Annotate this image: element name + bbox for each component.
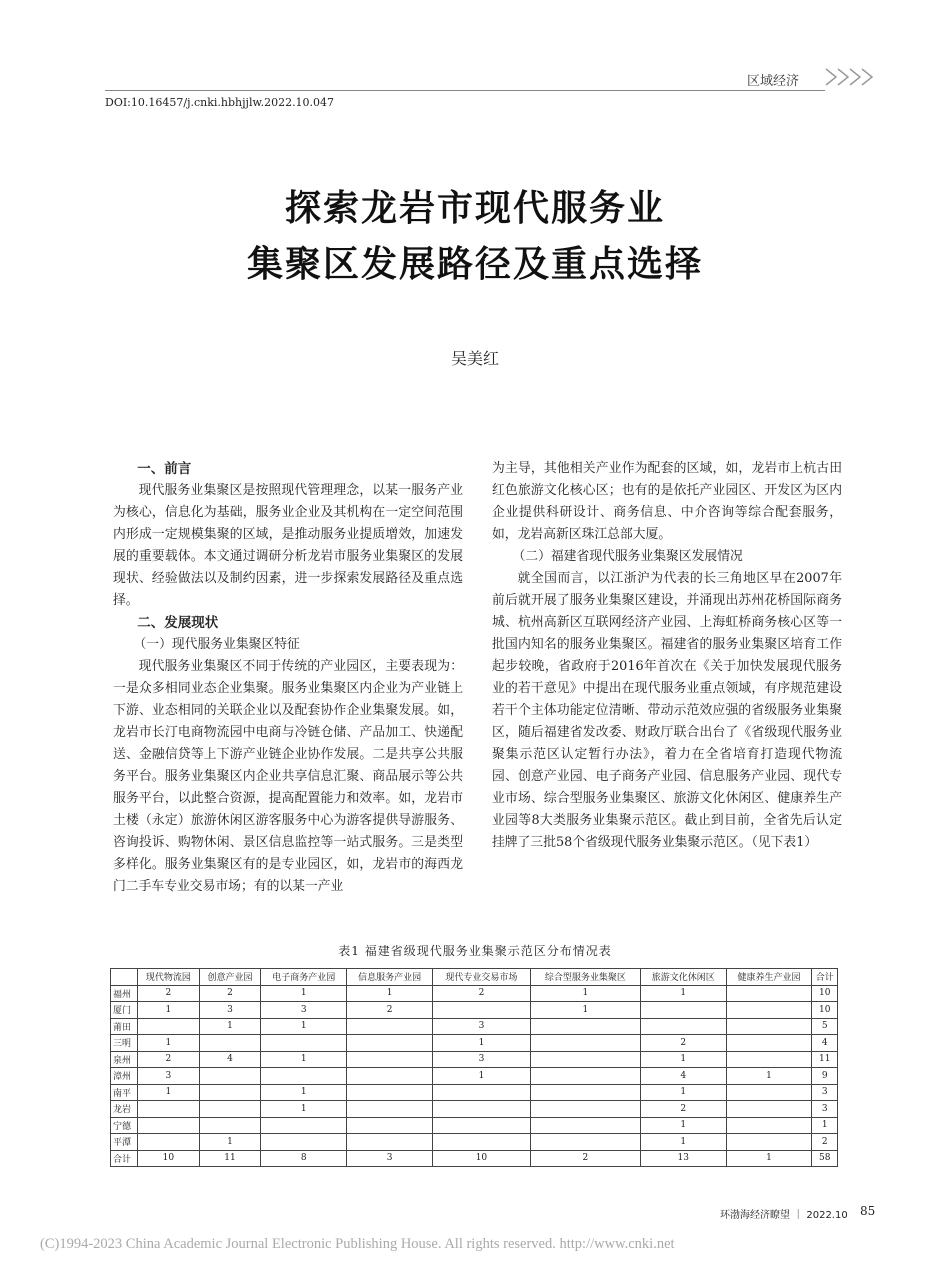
table-cell: 3 xyxy=(261,1002,347,1019)
table-row xyxy=(111,1068,838,1085)
table-cell: 1 xyxy=(138,1035,200,1052)
table-row xyxy=(111,1002,838,1019)
table-cell: 1 xyxy=(261,985,347,1002)
row-header-cell: 合计 xyxy=(111,1150,138,1167)
table-cell: 10 xyxy=(433,1150,531,1167)
header-cell: 合计 xyxy=(812,969,838,986)
table-cell: 10 xyxy=(138,1150,200,1167)
table-cell xyxy=(726,1018,812,1035)
table-cell: 1 xyxy=(433,1035,531,1052)
title-line-2: 集聚区发展路径及重点选择 xyxy=(246,244,703,285)
table-cell xyxy=(726,1084,812,1101)
table-cell xyxy=(199,1068,261,1085)
row-header-cell: 龙岩 xyxy=(111,1101,138,1118)
table-cell: 2 xyxy=(347,1002,433,1019)
table-cell xyxy=(530,1117,640,1134)
table-cell xyxy=(138,1134,200,1151)
table-cell: 8 xyxy=(261,1150,347,1167)
table-cell xyxy=(530,1084,640,1101)
row-header-cell: 南平 xyxy=(111,1084,138,1101)
left-column xyxy=(113,458,463,898)
table-row xyxy=(111,1051,838,1068)
table-cell xyxy=(347,1084,433,1101)
header-cell: 综合型服务业集聚区 xyxy=(530,969,640,986)
table-cell xyxy=(261,1134,347,1151)
table-cell: 1 xyxy=(640,1117,726,1134)
table-cell xyxy=(347,1117,433,1134)
table-cell: 1 xyxy=(261,1051,347,1068)
table-cell xyxy=(726,1002,812,1019)
table-cell: 4 xyxy=(199,1051,261,1068)
table-cell: 1 xyxy=(261,1084,347,1101)
table-header-row xyxy=(111,969,838,986)
table-cell: 11 xyxy=(812,1051,838,1068)
header-cell: 信息服务产业园 xyxy=(347,969,433,986)
table-cell xyxy=(199,1101,261,1118)
table-cell xyxy=(530,1134,640,1151)
table-cell: 3 xyxy=(347,1150,433,1167)
table-cell xyxy=(347,1134,433,1151)
table-cell xyxy=(138,1101,200,1118)
table-cell: 10 xyxy=(812,985,838,1002)
table-cell: 1 xyxy=(640,1134,726,1151)
author: 吴美红 xyxy=(450,349,499,368)
table-cell: 1 xyxy=(812,1117,838,1134)
table-cell: 1 xyxy=(347,985,433,1002)
table-cell xyxy=(530,1101,640,1118)
table-cell: 10 xyxy=(812,1002,838,1019)
table-cell xyxy=(138,1117,200,1134)
table-cell xyxy=(347,1101,433,1118)
table-cell xyxy=(199,1084,261,1101)
table-cell xyxy=(530,1035,640,1052)
row-header-cell: 宁德 xyxy=(111,1117,138,1134)
table-cell: 1 xyxy=(433,1068,531,1085)
table-cell xyxy=(261,1068,347,1085)
table-cell: 58 xyxy=(812,1150,838,1167)
table-row xyxy=(111,1101,838,1118)
table-cell xyxy=(199,1035,261,1052)
table-cell: 13 xyxy=(640,1150,726,1167)
table-cell xyxy=(199,1117,261,1134)
table-cell: 2 xyxy=(812,1134,838,1151)
table-row xyxy=(111,1084,838,1101)
table-cell: 4 xyxy=(812,1035,838,1052)
doi: DOI:10.16457/j.cnki.hbhjjlw.2022.10.047 xyxy=(105,96,335,109)
table-row xyxy=(111,1018,838,1035)
table-cell: 3 xyxy=(433,1018,531,1035)
paragraph-continued: 为主导，其他相关产业作为配套的区域，如，龙岩市上杭古田红色旅游文化核心区；也有的是依托产业园区、开发区为区内企业提供科研设计、商务信息、中介咨询等综合配套服务，如，龙岩高新区珠江总部大厦。 xyxy=(492,461,842,542)
subheading-features: （一）现代服务业集聚区特征 xyxy=(133,637,300,652)
table-cell xyxy=(530,1018,640,1035)
table-cell: 5 xyxy=(812,1018,838,1035)
table-cell: 2 xyxy=(138,985,200,1002)
table-cell: 1 xyxy=(640,1051,726,1068)
section-tag: 区域经济 xyxy=(747,74,800,89)
table-cell xyxy=(640,1018,726,1035)
header-cell: 现代物流园 xyxy=(138,969,200,986)
header-cell: 健康养生产业园 xyxy=(726,969,812,986)
table-row xyxy=(111,1134,838,1151)
row-header-cell: 三明 xyxy=(111,1035,138,1052)
right-column xyxy=(492,458,842,854)
table-cell xyxy=(726,1051,812,1068)
table-cell: 1 xyxy=(261,1018,347,1035)
table-cell: 3 xyxy=(812,1101,838,1118)
page-number: 85 xyxy=(860,1204,876,1218)
row-header-cell: 漳州 xyxy=(111,1068,138,1085)
paragraph-fujian: 就全国而言，以江浙沪为代表的长三角地区早在2007年前后就开展了服务业集聚区建设，并涌现出苏州花桥国际商务城、杭州高新区互联网经济产业园、上海虹桥商务核心区等一批国内知名的服务业集聚区。福建省的服务业集聚区培育工作起步较晚，省政府于2016年首次在《关于加快发展现代服务业的若干意见》中提出在现代服务业重点领域，有序规范建设若干个主体功能定位清晰、带动示范效应强的省级服务业集聚区，随后福建省发改委、财政厅联合出台了《省级现代服务业聚集示范区认定暂行办法》，着力在全省培育打造现代物流园、创意产业园、电子商务产业园、信息服务产业园、现代专业市场、综合型服务业集聚区、旅游文化休闲区、健康养生产业园等8大类服务业集聚示范区。截止到目前，全省先后认定挂牌了三批58个省级现代服务业集聚示范区。（见下表1） xyxy=(492,571,842,850)
table-cell: 11 xyxy=(199,1150,261,1167)
table-cell xyxy=(726,1117,812,1134)
table-cell: 1 xyxy=(138,1002,200,1019)
table-cell xyxy=(726,1134,812,1151)
table-row xyxy=(111,1035,838,1052)
table-cell: 3 xyxy=(812,1084,838,1101)
table-cell: 2 xyxy=(138,1051,200,1068)
table-cell xyxy=(347,1051,433,1068)
header-cell: 旅游文化休闲区 xyxy=(640,969,726,986)
paragraph-features: 现代服务业集聚区不同于传统的产业园区，主要表现为：一是众多相同业态企业集聚。服务业集聚区内企业为产业链上下游、业态相同的关联企业以及配套协作企业集聚发展。如，龙岩市长汀电商物流园中电商与冷链仓储、产品加工、快递配送、金融信贷等上下游产业链企业协作发展。二是共享公共服务平台。服务业集聚区内企业共享信息汇聚、商品展示等公共服务平台，以此整合资源，提高配置能力和效率。如，龙岩市土楼（永定）旅游休闲区游客服务中心为游客提供导游服务、咨询投诉、购物休闲、景区信息监控等一站式服务。三是类型多样化。服务业集聚区有的是专业园区，如，龙岩市的海西龙门二手车专业交易市场；有的以某一产业 xyxy=(113,659,463,894)
table-cell: 1 xyxy=(530,985,640,1002)
table-cell: 9 xyxy=(812,1068,838,1085)
table-cell xyxy=(433,1134,531,1151)
table-cell: 3 xyxy=(199,1002,261,1019)
row-header-cell: 泉州 xyxy=(111,1051,138,1068)
chevrons-icon xyxy=(824,66,884,88)
table-cell xyxy=(433,1084,531,1101)
table-cell: 1 xyxy=(726,1150,812,1167)
table-cell: 1 xyxy=(726,1068,812,1085)
table-cell xyxy=(433,1101,531,1118)
subheading-fujian: （二）福建省现代服务业集聚区发展情况 xyxy=(512,549,743,564)
copyright: (C)1994-2023 China Academic Journal Electronic Publishing House. All rights reserved. http://www.cnki.net xyxy=(40,1236,675,1252)
table-cell: 2 xyxy=(433,985,531,1002)
table-cell: 3 xyxy=(138,1068,200,1085)
header-cell: 创意产业园 xyxy=(199,969,261,986)
paragraph-intro: 现代服务业集聚区是按照现代管理理念，以某一服务产业为核心，信息化为基础，服务业企业及其机构在一定空间范围内形成一定规模集聚的区域，是推动服务业提质增效，加速发展的重要载体。本文通过调研分析龙岩市服务业集聚区的发展现状、经验做法以及制约因素，进一步探索发展路径及重点选择。 xyxy=(113,483,463,608)
table-cell: 1 xyxy=(261,1101,347,1118)
heading-intro: 一、前言 xyxy=(137,461,192,477)
table-cell xyxy=(726,1035,812,1052)
table-row xyxy=(111,1150,838,1167)
row-header-cell: 厦门 xyxy=(111,1002,138,1019)
table-title: 表1 福建省级现代服务业集聚示范区分布情况表 xyxy=(338,944,612,958)
row-header-cell: 莆田 xyxy=(111,1018,138,1035)
table-cell xyxy=(433,1002,531,1019)
table-cell xyxy=(530,1051,640,1068)
table-cell xyxy=(261,1035,347,1052)
header-cell: 电子商务产业园 xyxy=(261,969,347,986)
distribution-table xyxy=(110,968,838,1167)
row-header-cell: 平潭 xyxy=(111,1134,138,1151)
header-rule xyxy=(105,90,825,91)
table-cell: 2 xyxy=(640,1035,726,1052)
table-cell xyxy=(261,1117,347,1134)
row-header-cell: 福州 xyxy=(111,985,138,1002)
header-cell xyxy=(111,969,138,986)
table-cell: 1 xyxy=(640,1084,726,1101)
table-cell xyxy=(347,1018,433,1035)
table-cell: 4 xyxy=(640,1068,726,1085)
table-cell xyxy=(347,1068,433,1085)
table-cell xyxy=(433,1117,531,1134)
table-cell: 1 xyxy=(199,1018,261,1035)
table-cell xyxy=(726,985,812,1002)
table-cell xyxy=(640,1002,726,1019)
table-cell xyxy=(138,1018,200,1035)
table-cell: 2 xyxy=(199,985,261,1002)
journal-footer: 环渤海经济瞭望 ｜ 2022.10 xyxy=(720,1210,848,1221)
table-cell xyxy=(726,1101,812,1118)
table-row xyxy=(111,985,838,1002)
table-cell xyxy=(347,1035,433,1052)
table-cell: 1 xyxy=(530,1002,640,1019)
table-cell: 3 xyxy=(433,1051,531,1068)
table-cell: 1 xyxy=(199,1134,261,1151)
heading-status: 二、发展现状 xyxy=(137,615,219,631)
table-cell: 2 xyxy=(640,1101,726,1118)
table-cell: 1 xyxy=(640,985,726,1002)
table-row xyxy=(111,1117,838,1134)
title-line-1: 探索龙岩市现代服务业 xyxy=(284,188,665,229)
table-cell: 2 xyxy=(530,1150,640,1167)
table-cell xyxy=(530,1068,640,1085)
header-cell: 现代专业交易市场 xyxy=(433,969,531,986)
table-cell: 1 xyxy=(138,1084,200,1101)
